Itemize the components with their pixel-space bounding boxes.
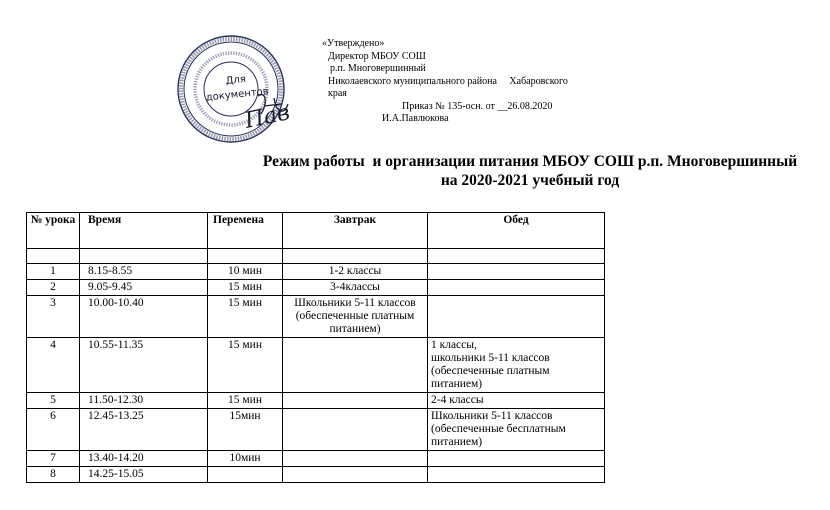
cell-lunch: Школьники 5-11 классов (обеспеченные бесплатным питанием): [428, 409, 605, 451]
table-row: [27, 451, 605, 467]
cell-lunch: [428, 296, 605, 338]
cell-break: 15 мин: [208, 280, 283, 296]
table-row: [27, 467, 605, 483]
header-time: Время: [80, 213, 208, 249]
cell-number: 7: [27, 451, 80, 467]
stamp-text-line1: Для: [225, 73, 247, 87]
cell-breakfast: [283, 338, 428, 393]
spacer-cell: [283, 249, 428, 264]
approval-signer: И.А.Павлюкова: [382, 113, 449, 124]
table-header-row: [27, 213, 605, 249]
cell-break: 15 мин: [208, 393, 283, 409]
header-breakfast: Завтрак: [283, 213, 428, 249]
table-spacer-row: [27, 249, 605, 264]
table-row: [27, 409, 605, 451]
spacer-cell: [428, 249, 605, 264]
cell-breakfast: 1-2 классы: [283, 264, 428, 280]
cell-time: 9.05-9.45: [80, 280, 208, 296]
cell-lunch: 2-4 классы: [428, 393, 605, 409]
cell-number: 4: [27, 338, 80, 393]
cell-lunch: [428, 467, 605, 483]
cell-breakfast: [283, 409, 428, 451]
spacer-cell: [208, 249, 283, 264]
cell-time: 12.45-13.25: [80, 409, 208, 451]
approval-line2: Директор МБОУ СОШ: [328, 50, 426, 62]
cell-number: 6: [27, 409, 80, 451]
cell-time: 13.40-14.20: [80, 451, 208, 467]
cell-number: 8: [27, 467, 80, 483]
approval-line1: «Утверждено»: [322, 38, 385, 49]
approval-order: Приказ № 135-осн. от __26.08.2020: [402, 100, 553, 112]
table-row: [27, 280, 605, 296]
signature: Пав: [242, 100, 293, 134]
cell-time: 11.50-12.30: [80, 393, 208, 409]
cell-time: 10.00-10.40: [80, 296, 208, 338]
title-line2: на 2020-2021 учебный год: [440, 172, 620, 189]
stamp-seal: [176, 34, 293, 144]
title-line1: Режим работы и организации питания МБОУ СОШ р.п. Многовершинный: [262, 153, 798, 170]
cell-breakfast: Школьники 5-11 классов (обеспеченные платным питанием): [283, 296, 428, 338]
cell-break: 15 мин: [208, 296, 283, 338]
cell-time: 14.25-15.05: [80, 467, 208, 483]
cell-breakfast: [283, 451, 428, 467]
cell-breakfast: [283, 393, 428, 409]
table-row: [27, 296, 605, 338]
table-row: [27, 264, 605, 280]
approval-block: [322, 38, 622, 126]
header-break: Перемена: [208, 213, 283, 249]
cell-time: 8.15-8.55: [80, 264, 208, 280]
cell-break: 15мин: [208, 409, 283, 451]
cell-time: 10.55-11.35: [80, 338, 208, 393]
cell-break: 10 мин: [208, 264, 283, 280]
cell-break: 15 мин: [208, 338, 283, 393]
header-number: № урока: [27, 213, 80, 249]
cell-break: 10мин: [208, 451, 283, 467]
table-row: [27, 393, 605, 409]
cell-lunch: [428, 280, 605, 296]
schedule-table: [26, 212, 605, 483]
cell-lunch: 1 классы, школьники 5-11 классов (обеспеченные платным питанием): [428, 338, 605, 393]
table-row: [27, 338, 605, 393]
cell-breakfast: 3-4классы: [283, 280, 428, 296]
cell-number: 5: [27, 393, 80, 409]
page-title: [230, 152, 830, 190]
cell-lunch: [428, 264, 605, 280]
spacer-cell: [27, 249, 80, 264]
spacer-cell: [80, 249, 208, 264]
approval-line5: края: [328, 88, 347, 99]
approval-line4: Николаевского муниципального района Хабаровского: [328, 75, 568, 87]
cell-lunch: [428, 451, 605, 467]
header-lunch: Обед: [428, 213, 605, 249]
cell-number: 3: [27, 296, 80, 338]
cell-break: [208, 467, 283, 483]
cell-number: 1: [27, 264, 80, 280]
cell-number: 2: [27, 280, 80, 296]
stamp-text-line2: документов: [205, 86, 270, 104]
cell-breakfast: [283, 467, 428, 483]
approval-line3: р.п. Многовершинный: [330, 63, 426, 74]
